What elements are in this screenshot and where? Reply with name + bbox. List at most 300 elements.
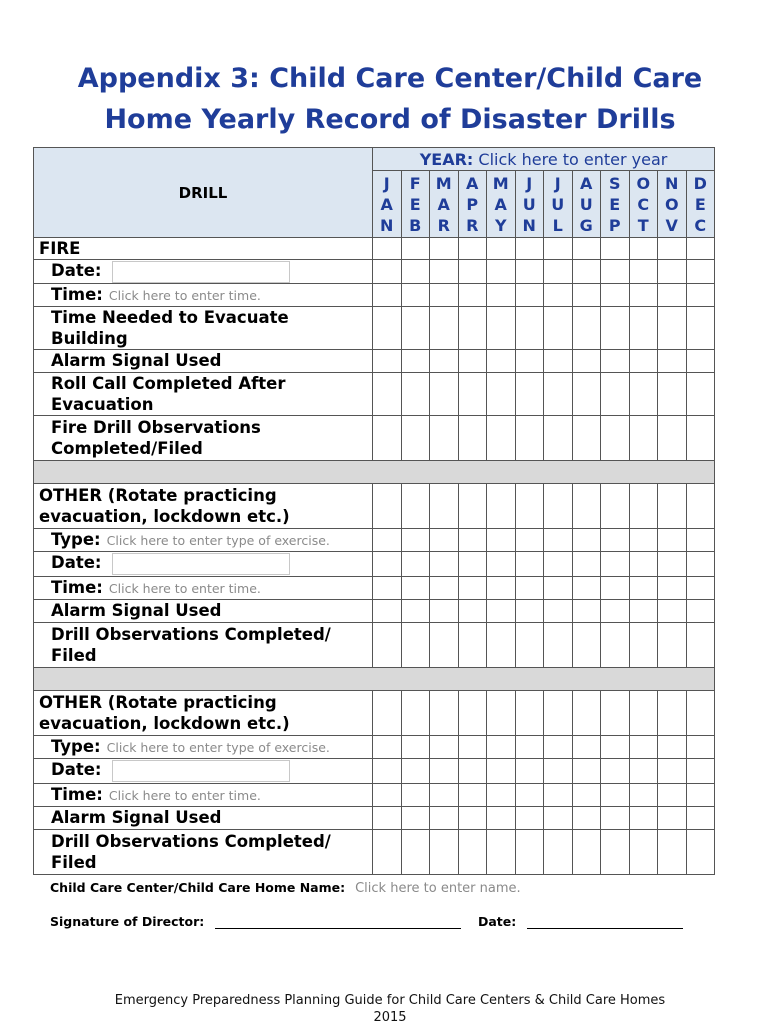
- other1-observations-row: [34, 622, 715, 667]
- month-check-cell[interactable]: [601, 576, 630, 599]
- month-check-cell[interactable]: [601, 349, 630, 372]
- month-check-cell[interactable]: [601, 735, 630, 758]
- other2-heading-row: [34, 690, 715, 735]
- month-check-cell[interactable]: [515, 372, 544, 415]
- drill-row-label: [34, 622, 373, 667]
- month-check-cell[interactable]: [572, 576, 601, 599]
- month-check-cell[interactable]: [487, 483, 516, 528]
- month-check-cell[interactable]: [373, 372, 402, 415]
- month-letter: J: [383, 173, 390, 193]
- month-check-cell[interactable]: [572, 829, 601, 874]
- month-letter: L: [552, 215, 563, 235]
- month-letter: T: [637, 215, 649, 235]
- month-check-cell[interactable]: [601, 483, 630, 528]
- month-check-cell[interactable]: [458, 372, 487, 415]
- month-check-cell[interactable]: [629, 806, 658, 829]
- month-check-cell[interactable]: [658, 622, 687, 667]
- month-check-cell[interactable]: [544, 599, 573, 622]
- month-check-cell[interactable]: [487, 306, 516, 349]
- month-check-cell[interactable]: [544, 576, 573, 599]
- month-letter: O: [664, 194, 679, 214]
- month-check-cell[interactable]: [458, 576, 487, 599]
- month-check-cell[interactable]: [601, 758, 630, 783]
- month-letter: U: [579, 194, 593, 214]
- month-check-cell[interactable]: [629, 306, 658, 349]
- center-name-label: Child Care Center/Child Care Home Name:: [50, 880, 346, 895]
- month-check-cell[interactable]: [487, 528, 516, 551]
- month-check-cell[interactable]: [430, 306, 459, 349]
- month-check-cell[interactable]: [430, 551, 459, 576]
- month-check-cell[interactable]: [686, 806, 715, 829]
- month-check-cell[interactable]: [686, 283, 715, 306]
- month-check-cell[interactable]: [401, 415, 430, 460]
- month-check-cell[interactable]: [658, 758, 687, 783]
- month-check-cell[interactable]: [401, 783, 430, 806]
- drill-row-label: [34, 372, 373, 415]
- month-check-cell[interactable]: [487, 576, 516, 599]
- month-check-cell[interactable]: [686, 349, 715, 372]
- month-check-cell[interactable]: [373, 551, 402, 576]
- date-label: Date:: [51, 553, 102, 573]
- month-check-cell[interactable]: [401, 690, 430, 735]
- month-check-cell[interactable]: [686, 551, 715, 576]
- title-line-1: Appendix 3: Child Care Center/Child Care: [77, 63, 703, 94]
- month-check-cell[interactable]: [487, 238, 516, 260]
- other1-alarm-row: [34, 599, 715, 622]
- other2-observations-row: [34, 829, 715, 874]
- month-letter: V: [665, 215, 678, 235]
- month-check-cell[interactable]: [601, 599, 630, 622]
- date-input[interactable]: [112, 553, 290, 575]
- month-check-cell[interactable]: [629, 783, 658, 806]
- month-check-cell[interactable]: [629, 622, 658, 667]
- month-check-cell[interactable]: [544, 349, 573, 372]
- time-label: Time:: [51, 284, 103, 304]
- month-check-cell[interactable]: [458, 829, 487, 874]
- month-check-cell[interactable]: [487, 349, 516, 372]
- month-letter: Y: [494, 215, 507, 235]
- month-check-cell[interactable]: [373, 783, 402, 806]
- month-check-cell[interactable]: [487, 806, 516, 829]
- month-check-cell[interactable]: [458, 690, 487, 735]
- month-check-cell[interactable]: [686, 576, 715, 599]
- month-check-cell[interactable]: [572, 528, 601, 551]
- month-check-cell[interactable]: [629, 283, 658, 306]
- month-check-cell[interactable]: [430, 690, 459, 735]
- month-check-cell[interactable]: [515, 622, 544, 667]
- month-letter: O: [636, 173, 651, 193]
- month-check-cell[interactable]: [629, 528, 658, 551]
- month-check-cell[interactable]: [515, 349, 544, 372]
- month-check-cell[interactable]: [515, 483, 544, 528]
- month-check-cell[interactable]: [658, 415, 687, 460]
- title-line-2: Home Yearly Record of Disaster Drills: [104, 104, 676, 135]
- month-check-cell[interactable]: [629, 576, 658, 599]
- month-check-cell[interactable]: [601, 783, 630, 806]
- month-check-cell[interactable]: [572, 372, 601, 415]
- month-check-cell[interactable]: [544, 806, 573, 829]
- month-check-cell[interactable]: [601, 829, 630, 874]
- month-check-cell[interactable]: [487, 690, 516, 735]
- evacuate-label: Time Needed to Evacuate: [51, 307, 289, 327]
- other1-time-row: [34, 576, 715, 599]
- month-check-cell[interactable]: [515, 551, 544, 576]
- month-letter: P: [608, 215, 621, 235]
- month-check-cell[interactable]: [401, 829, 430, 874]
- month-check-cell[interactable]: [515, 806, 544, 829]
- type-placeholder[interactable]: Click here to enter type of exercise.: [106, 532, 330, 548]
- month-check-cell[interactable]: [373, 690, 402, 735]
- month-check-cell[interactable]: [686, 622, 715, 667]
- month-check-cell[interactable]: [458, 758, 487, 783]
- month-check-cell[interactable]: [629, 758, 658, 783]
- month-check-cell[interactable]: [515, 283, 544, 306]
- month-check-cell[interactable]: [401, 283, 430, 306]
- month-check-cell[interactable]: [458, 806, 487, 829]
- month-check-cell[interactable]: [515, 260, 544, 284]
- month-check-cell[interactable]: [430, 260, 459, 284]
- month-check-cell[interactable]: [430, 576, 459, 599]
- month-check-cell[interactable]: [458, 599, 487, 622]
- fire-date-row: [34, 260, 715, 284]
- month-check-cell[interactable]: [544, 238, 573, 260]
- month-check-cell[interactable]: [487, 551, 516, 576]
- month-header: [373, 171, 402, 238]
- month-check-cell[interactable]: [487, 758, 516, 783]
- fire-alarm-row: [34, 349, 715, 372]
- month-check-cell[interactable]: [373, 829, 402, 874]
- month-check-cell[interactable]: [544, 758, 573, 783]
- month-letter: F: [409, 173, 421, 193]
- month-check-cell[interactable]: [629, 551, 658, 576]
- month-check-cell[interactable]: [686, 829, 715, 874]
- year-placeholder[interactable]: Click here to enter year: [478, 149, 668, 169]
- month-check-cell[interactable]: [544, 528, 573, 551]
- month-check-cell[interactable]: [401, 483, 430, 528]
- month-check-cell[interactable]: [601, 622, 630, 667]
- month-check-cell[interactable]: [629, 260, 658, 284]
- month-check-cell[interactable]: [544, 260, 573, 284]
- director-signature[interactable]: [50, 914, 461, 929]
- month-check-cell[interactable]: [458, 283, 487, 306]
- month-check-cell[interactable]: [373, 283, 402, 306]
- month-letter: U: [551, 194, 565, 214]
- month-check-cell[interactable]: [487, 829, 516, 874]
- month-check-cell[interactable]: [515, 758, 544, 783]
- month-letter: A: [380, 194, 393, 214]
- date-input[interactable]: [112, 261, 290, 283]
- drill-row-label: [34, 758, 373, 783]
- month-check-cell[interactable]: [572, 551, 601, 576]
- date-input[interactable]: [112, 760, 290, 782]
- month-check-cell[interactable]: [658, 372, 687, 415]
- month-check-cell[interactable]: [544, 551, 573, 576]
- month-check-cell[interactable]: [430, 415, 459, 460]
- month-check-cell[interactable]: [658, 528, 687, 551]
- type-label: Type:: [51, 736, 101, 756]
- month-check-cell[interactable]: [658, 349, 687, 372]
- month-check-cell[interactable]: [572, 806, 601, 829]
- observations-label: Filed: [51, 645, 97, 665]
- month-check-cell[interactable]: [373, 806, 402, 829]
- month-check-cell[interactable]: [686, 483, 715, 528]
- month-check-cell[interactable]: [515, 599, 544, 622]
- month-check-cell[interactable]: [373, 599, 402, 622]
- month-check-cell[interactable]: [373, 758, 402, 783]
- month-check-cell[interactable]: [487, 622, 516, 667]
- month-header: [487, 171, 516, 238]
- month-check-cell[interactable]: [629, 690, 658, 735]
- month-check-cell[interactable]: [458, 415, 487, 460]
- month-check-cell[interactable]: [629, 238, 658, 260]
- month-check-cell[interactable]: [544, 829, 573, 874]
- month-check-cell[interactable]: [487, 260, 516, 284]
- month-check-cell[interactable]: [658, 283, 687, 306]
- signature-date-line[interactable]: [527, 914, 683, 929]
- year-field[interactable]: [373, 148, 715, 171]
- month-check-cell[interactable]: [373, 238, 402, 260]
- month-check-cell[interactable]: [430, 622, 459, 667]
- month-check-cell[interactable]: [487, 372, 516, 415]
- fire-time-row: [34, 283, 715, 306]
- month-check-cell[interactable]: [601, 690, 630, 735]
- month-check-cell[interactable]: [686, 260, 715, 284]
- month-check-cell[interactable]: [572, 690, 601, 735]
- month-check-cell[interactable]: [658, 735, 687, 758]
- month-letter: J: [526, 173, 533, 193]
- month-letter: G: [579, 215, 593, 235]
- month-check-cell[interactable]: [544, 690, 573, 735]
- page-footer-year: 2015: [373, 1010, 407, 1025]
- fire-rollcall-row: [34, 372, 715, 415]
- month-check-cell[interactable]: [430, 283, 459, 306]
- month-check-cell[interactable]: [658, 306, 687, 349]
- month-header: [430, 171, 459, 238]
- other-heading: OTHER (Rotate practicing: [39, 485, 277, 505]
- month-check-cell[interactable]: [572, 599, 601, 622]
- month-check-cell[interactable]: [401, 528, 430, 551]
- month-check-cell[interactable]: [572, 735, 601, 758]
- month-check-cell[interactable]: [458, 551, 487, 576]
- month-check-cell[interactable]: [544, 735, 573, 758]
- month-check-cell[interactable]: [401, 576, 430, 599]
- month-check-cell[interactable]: [544, 622, 573, 667]
- month-check-cell[interactable]: [515, 735, 544, 758]
- month-check-cell[interactable]: [401, 551, 430, 576]
- month-check-cell[interactable]: [686, 238, 715, 260]
- month-check-cell[interactable]: [572, 415, 601, 460]
- month-header: [401, 171, 430, 238]
- separator-row: [34, 460, 715, 483]
- month-check-cell[interactable]: [629, 349, 658, 372]
- month-check-cell[interactable]: [686, 372, 715, 415]
- month-check-cell[interactable]: [401, 735, 430, 758]
- month-check-cell[interactable]: [401, 349, 430, 372]
- month-check-cell[interactable]: [401, 599, 430, 622]
- month-check-cell[interactable]: [601, 551, 630, 576]
- month-check-cell[interactable]: [544, 283, 573, 306]
- month-check-cell[interactable]: [572, 783, 601, 806]
- month-letter: A: [580, 173, 593, 193]
- month-check-cell[interactable]: [515, 783, 544, 806]
- month-check-cell[interactable]: [572, 349, 601, 372]
- month-check-cell[interactable]: [401, 260, 430, 284]
- month-check-cell[interactable]: [430, 372, 459, 415]
- month-check-cell[interactable]: [601, 260, 630, 284]
- month-check-cell[interactable]: [658, 829, 687, 874]
- month-check-cell[interactable]: [572, 238, 601, 260]
- month-check-cell[interactable]: [373, 735, 402, 758]
- month-check-cell[interactable]: [401, 806, 430, 829]
- month-check-cell[interactable]: [572, 622, 601, 667]
- month-check-cell[interactable]: [373, 622, 402, 667]
- month-check-cell[interactable]: [430, 783, 459, 806]
- month-check-cell[interactable]: [601, 238, 630, 260]
- month-check-cell[interactable]: [658, 576, 687, 599]
- month-check-cell[interactable]: [515, 576, 544, 599]
- month-check-cell[interactable]: [401, 238, 430, 260]
- month-header: [458, 171, 487, 238]
- month-check-cell[interactable]: [401, 372, 430, 415]
- month-check-cell[interactable]: [601, 283, 630, 306]
- month-check-cell[interactable]: [686, 528, 715, 551]
- month-check-cell[interactable]: [544, 372, 573, 415]
- date-label: Date:: [51, 261, 102, 280]
- month-check-cell[interactable]: [458, 483, 487, 528]
- month-check-cell[interactable]: [686, 783, 715, 806]
- month-check-cell[interactable]: [430, 349, 459, 372]
- month-check-cell[interactable]: [515, 528, 544, 551]
- month-check-cell[interactable]: [430, 599, 459, 622]
- other2-time-row: [34, 783, 715, 806]
- month-check-cell[interactable]: [601, 806, 630, 829]
- month-check-cell[interactable]: [515, 415, 544, 460]
- drill-column-header: DRILL: [34, 148, 373, 238]
- month-check-cell[interactable]: [430, 483, 459, 528]
- time-placeholder[interactable]: Click here to enter time.: [108, 787, 261, 803]
- time-placeholder[interactable]: Click here to enter time.: [108, 287, 261, 303]
- month-check-cell[interactable]: [686, 306, 715, 349]
- month-header: [544, 171, 573, 238]
- month-check-cell[interactable]: [572, 260, 601, 284]
- drill-row-label: [34, 349, 373, 372]
- alarm-label: Alarm Signal Used: [51, 351, 222, 370]
- month-check-cell[interactable]: [487, 599, 516, 622]
- month-check-cell[interactable]: [373, 415, 402, 460]
- time-placeholder[interactable]: Click here to enter time.: [108, 580, 261, 596]
- month-check-cell[interactable]: [458, 306, 487, 349]
- month-check-cell[interactable]: [487, 415, 516, 460]
- month-check-cell[interactable]: [686, 758, 715, 783]
- month-check-cell[interactable]: [629, 599, 658, 622]
- month-check-cell[interactable]: [658, 599, 687, 622]
- month-check-cell[interactable]: [544, 306, 573, 349]
- month-check-cell[interactable]: [458, 260, 487, 284]
- drill-row-label: [34, 483, 373, 528]
- month-check-cell[interactable]: [458, 735, 487, 758]
- month-check-cell[interactable]: [658, 806, 687, 829]
- month-check-cell[interactable]: [601, 528, 630, 551]
- center-name-field[interactable]: [50, 880, 521, 896]
- month-check-cell[interactable]: [373, 260, 402, 284]
- month-check-cell[interactable]: [430, 806, 459, 829]
- month-check-cell[interactable]: [487, 783, 516, 806]
- month-check-cell[interactable]: [430, 758, 459, 783]
- month-check-cell[interactable]: [544, 415, 573, 460]
- month-check-cell[interactable]: [658, 783, 687, 806]
- signature-line[interactable]: [215, 914, 461, 929]
- month-check-cell[interactable]: [373, 349, 402, 372]
- month-check-cell[interactable]: [458, 622, 487, 667]
- month-check-cell[interactable]: [515, 306, 544, 349]
- month-check-cell[interactable]: [601, 415, 630, 460]
- month-check-cell[interactable]: [658, 690, 687, 735]
- month-check-cell[interactable]: [515, 690, 544, 735]
- month-check-cell[interactable]: [601, 306, 630, 349]
- month-check-cell[interactable]: [401, 306, 430, 349]
- month-check-cell[interactable]: [373, 576, 402, 599]
- month-check-cell[interactable]: [401, 622, 430, 667]
- month-check-cell[interactable]: [373, 483, 402, 528]
- type-placeholder[interactable]: Click here to enter type of exercise.: [106, 739, 330, 755]
- fire-heading-row: [34, 238, 715, 260]
- month-check-cell[interactable]: [658, 551, 687, 576]
- signature-date[interactable]: [478, 914, 683, 929]
- month-check-cell[interactable]: [572, 483, 601, 528]
- month-check-cell[interactable]: [515, 238, 544, 260]
- month-check-cell[interactable]: [629, 372, 658, 415]
- month-check-cell[interactable]: [629, 415, 658, 460]
- month-check-cell[interactable]: [430, 829, 459, 874]
- section-separator: [34, 667, 715, 690]
- month-check-cell[interactable]: [629, 735, 658, 758]
- month-check-cell[interactable]: [430, 735, 459, 758]
- month-check-cell[interactable]: [401, 758, 430, 783]
- month-check-cell[interactable]: [686, 690, 715, 735]
- month-check-cell[interactable]: [458, 783, 487, 806]
- month-check-cell[interactable]: [629, 483, 658, 528]
- drill-row-label: [34, 735, 373, 758]
- month-check-cell[interactable]: [458, 349, 487, 372]
- month-check-cell[interactable]: [544, 783, 573, 806]
- month-check-cell[interactable]: [629, 829, 658, 874]
- month-check-cell[interactable]: [373, 306, 402, 349]
- month-check-cell[interactable]: [544, 483, 573, 528]
- month-check-cell[interactable]: [487, 283, 516, 306]
- month-check-cell[interactable]: [658, 483, 687, 528]
- month-check-cell[interactable]: [430, 528, 459, 551]
- month-check-cell[interactable]: [658, 238, 687, 260]
- month-check-cell[interactable]: [572, 758, 601, 783]
- time-label: Time:: [51, 784, 103, 804]
- month-check-cell[interactable]: [373, 528, 402, 551]
- month-check-cell[interactable]: [572, 306, 601, 349]
- month-check-cell[interactable]: [658, 260, 687, 284]
- month-check-cell[interactable]: [686, 599, 715, 622]
- month-check-cell[interactable]: [601, 372, 630, 415]
- month-check-cell[interactable]: [686, 415, 715, 460]
- center-name-placeholder[interactable]: Click here to enter name.: [355, 881, 521, 896]
- month-letter: D: [693, 173, 707, 193]
- page-footer: [60, 992, 720, 1026]
- month-check-cell[interactable]: [430, 238, 459, 260]
- month-check-cell[interactable]: [458, 528, 487, 551]
- month-check-cell[interactable]: [487, 735, 516, 758]
- month-check-cell[interactable]: [572, 283, 601, 306]
- month-check-cell[interactable]: [686, 735, 715, 758]
- month-check-cell[interactable]: [458, 238, 487, 260]
- month-check-cell[interactable]: [515, 829, 544, 874]
